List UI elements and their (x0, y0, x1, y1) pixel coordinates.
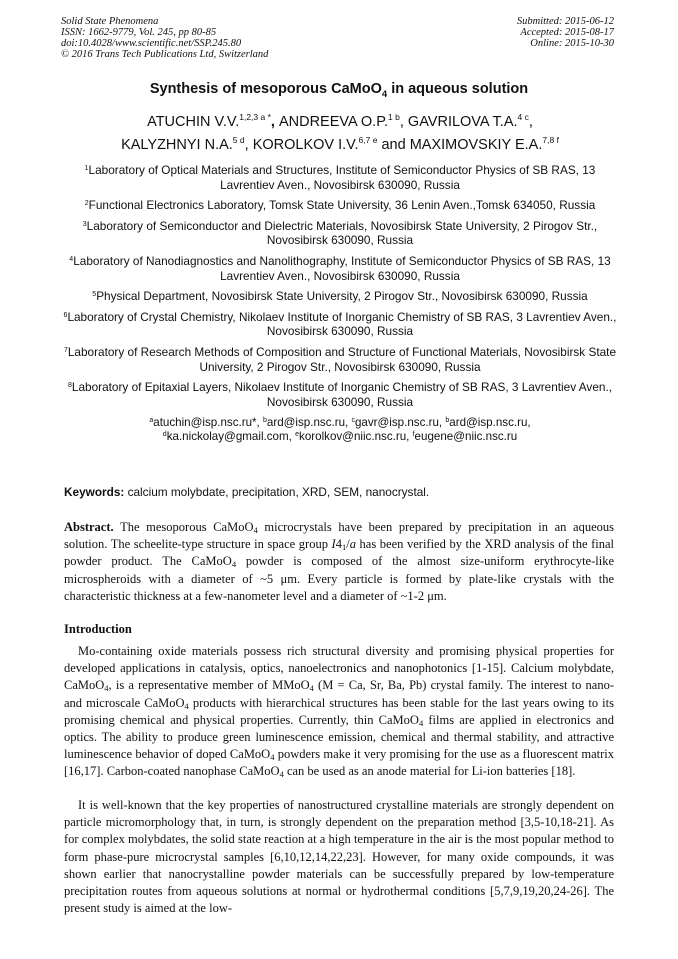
author-separator: and (377, 136, 410, 153)
affiliation (60, 380, 620, 409)
journal-info (61, 16, 268, 60)
affiliation-number: 7 (63, 347, 68, 355)
affiliation-text: Physical Department, Novosibirsk State University, 2 Pirogov Str., Novosibirsk 630090, Russia (96, 289, 588, 304)
email-address: ard@isp.nsc.ru, (449, 415, 531, 429)
abstract-label: Abstract. (64, 520, 114, 534)
affiliation (60, 219, 620, 248)
email-address: atuchin@isp.nsc.ru*, (153, 415, 263, 429)
space-group: I (331, 537, 336, 552)
affiliation-text: Laboratory of Optical Materials and Structures, Institute of Semiconductor Physics of SB RAS, 13 Lavrentiev Aven., Novosibirsk 630090, Russia (88, 163, 596, 192)
title-subscript: 4 (381, 88, 388, 100)
email-marker: f (412, 431, 415, 438)
abstract (64, 519, 614, 605)
journal-name: Solid State Phenomena (61, 16, 159, 27)
issn: ISSN: 1662-9779, Vol. 245, pp 80-85 (61, 27, 217, 38)
email-list (60, 416, 620, 445)
email-marker: a (149, 416, 154, 424)
subscript: 4 (418, 717, 424, 728)
author-affil-marks: 6,7 e (358, 134, 378, 145)
affiliation-list (60, 163, 620, 409)
subscript: 1 (341, 542, 347, 553)
author-affil-marks: 4 c (517, 112, 529, 122)
author-affil-marks: 5 d (232, 134, 245, 145)
affiliation-text: Functional Electronics Laboratory, Tomsk State University, 36 Lenin Aven.,Tomsk 634050, Russia (88, 198, 596, 213)
author-name: MAXIMOVSKIY E.A. (409, 136, 543, 153)
affiliation-text: Laboratory of Research Methods of Composition and Structure of Functional Materials, Novosibirsk State University, 2 Pirogov Str., Novosibirsk 630090, Russia (67, 345, 617, 374)
subscript: 4 (231, 559, 237, 570)
affiliations-block (60, 163, 620, 445)
title-text: Synthesis of mesoporous CaMoO (149, 81, 382, 97)
title-text-end: in aqueous solution (387, 81, 529, 97)
affiliation-number: 1 (84, 165, 89, 172)
email-address: gavr@isp.nsc.ru, (354, 415, 446, 429)
author-separator: , (528, 114, 533, 130)
email-marker: b (445, 416, 450, 424)
abstract-text: The mesoporous CaMoO (113, 520, 254, 534)
section-heading: Introduction (64, 622, 132, 636)
affiliation (60, 163, 620, 192)
accepted-date: Accepted: 2015-08-17 (520, 27, 614, 38)
author-separator: , (270, 114, 279, 130)
email-address: ka.nickolay@gmail.com, (166, 430, 296, 443)
abstract-text: microcrystals have been prepared by precipitation in an aqueous solution. The scheelite-type structure in space group (64, 520, 615, 552)
email-marker: e (295, 431, 300, 438)
author-name: KOROLKOV I.V. (252, 136, 359, 153)
paragraph-text: films are applied in electronics and optics. The ability to produce green luminescence emission, chemical and thermal stability, and attractive luminescence behavior of doped CaMoO (64, 712, 615, 762)
author-affil-marks: 7,8 f (542, 134, 559, 145)
affiliation-text: Laboratory of Crystal Chemistry, Nikolaev Institute of Inorganic Chemistry of SB RAS, 3 Lavrentiev Aven., Novosibirsk 630090, Russia (67, 309, 617, 339)
author-affil-marks: 1 b (388, 112, 400, 122)
paragraph-text: Mo-containing oxide materials possess rich structural diversity and promising physical properties for developed applications in catalysis, optics, nanoelectronics and nanophotonics [1-15]. Calcium molybdate, CaMoO (64, 644, 614, 693)
subscript: 4 (253, 525, 258, 535)
space-group: / (346, 537, 350, 552)
affiliation (60, 345, 620, 374)
author-name: KALYZHNYI N.A. (121, 136, 233, 153)
online-date: Online: 2015-10-30 (530, 38, 614, 49)
author-separator: , (399, 114, 408, 130)
affiliation (60, 310, 620, 339)
abstract-text: has been verified by the XRD analysis of the final powder product. The CaMoO (64, 537, 615, 569)
author-name: ATUCHIN V.V. (147, 114, 240, 130)
paragraph-text: can be used as an anode material for Li-ion batteries [18]. (283, 764, 576, 779)
author-list (40, 111, 640, 156)
subscript: 4 (184, 700, 189, 711)
author-name: ANDREEVA O.P. (278, 114, 389, 130)
abstract-text: powder is composed of the almost size-uniform erythrocyte-like microspheroids with a diameter of ~5 μm. Every particle is formed by plate-like crystals with the characteristic thickness at a few-nanometer level and a diameter of ~1-2 μm. (64, 554, 615, 603)
affiliation-text: Laboratory of Nanodiagnostics and Nanolithography, Institute of Semiconductor Physics of SB RAS, 13 Lavrentiev Aven., Novosibirsk 630090, Russia (73, 254, 611, 283)
affiliation-number: 2 (84, 200, 89, 208)
keywords (64, 485, 624, 499)
email-address: korolkov@niic.nsc.ru, (299, 430, 413, 443)
email-address: eugene@niic.nsc.ru (414, 430, 518, 443)
subscript: 4 (279, 769, 284, 780)
affiliation-text: Laboratory of Epitaxial Layers, Nikolaev Institute of Inorganic Chemistry of SB RAS, 3 Lavrentiev Aven., Novosibirsk 630090, Russia (71, 380, 612, 409)
subscript: 4 (270, 752, 275, 763)
submitted-date: Submitted: 2015-06-12 (516, 16, 614, 27)
email-marker: d (162, 431, 167, 438)
affiliation-text: Laboratory of Semiconductor and Dielectric Materials, Novosibirsk State University, 2 Pirogov Str., Novosibirsk 630090, Russia (86, 218, 598, 248)
subscript: 4 (104, 683, 109, 694)
email-marker: b (262, 416, 267, 424)
affiliation-number: 6 (63, 311, 68, 319)
affiliation (60, 289, 620, 304)
author-affil-marks: 1,2,3 a * (239, 112, 271, 122)
affiliation-number: 3 (82, 220, 87, 228)
author-separator: , (244, 136, 253, 153)
affiliation-number: 5 (92, 291, 97, 299)
paragraph: It is well-known that the key properties of nanostructured crystalline materials are strongly dependent on particle micromorphology that, in turn, is strongly dependent on the preparation method [3,5-10,18-21]. As for complex molybdates, the solid state reaction at a high temperature in the air is the most popular method to form phase-pure microcrystal samples [6,10,12,14,22,23]. However, for many oxide compounds, it was shown earlier that nanocrystalline powder materials can be successfully prepared by low-temperature precipitation routes from aqueous solutions at normal or hydrothermal conditions [5,7,9,19,20,24-26]. The present study is aimed at the low- (64, 798, 614, 916)
paragraph-text: powders make it very promising for the use as a fluorescent matrix [16,17]. Carbon-coated nanophase CaMoO (64, 747, 615, 779)
paragraph-text: , is a representative member of MMoO (108, 678, 310, 693)
paper-title (0, 81, 678, 100)
affiliation (60, 198, 620, 213)
space-group: a (349, 537, 356, 552)
email-address: ard@isp.nsc.ru, (266, 415, 352, 429)
space-group: 4 (335, 537, 342, 552)
paragraph (64, 643, 614, 781)
keywords-text: calcium molybdate, precipitation, XRD, SEM, nanocrystal. (124, 485, 430, 499)
copyright: © 2016 Trans Tech Publications Ltd, Switzerland (61, 49, 269, 60)
publication-dates (517, 16, 614, 49)
paragraph-text: products with hierarchical structures has been stable for the last years owing to its promising chemical and physical properties. Currently, thin CaMoO (64, 695, 614, 727)
doi: doi:10.4028/www.scientific.net/SSP.245.80 (61, 38, 242, 49)
affiliation-number: 8 (68, 382, 72, 390)
affiliation (60, 254, 620, 283)
affiliation-number: 4 (69, 256, 74, 264)
email-marker: c (351, 416, 355, 424)
author-name: GAVRILOVA T.A. (407, 114, 518, 130)
subscript: 4 (309, 683, 314, 694)
email-line-1 (60, 416, 620, 431)
email-line-2 (60, 430, 620, 445)
keywords-label: Keywords: (64, 485, 125, 499)
paragraph-text: (M = Ca, Sr, Ba, Pb) crystal family. The interest to nano- and microscale CaMoO (64, 678, 614, 710)
